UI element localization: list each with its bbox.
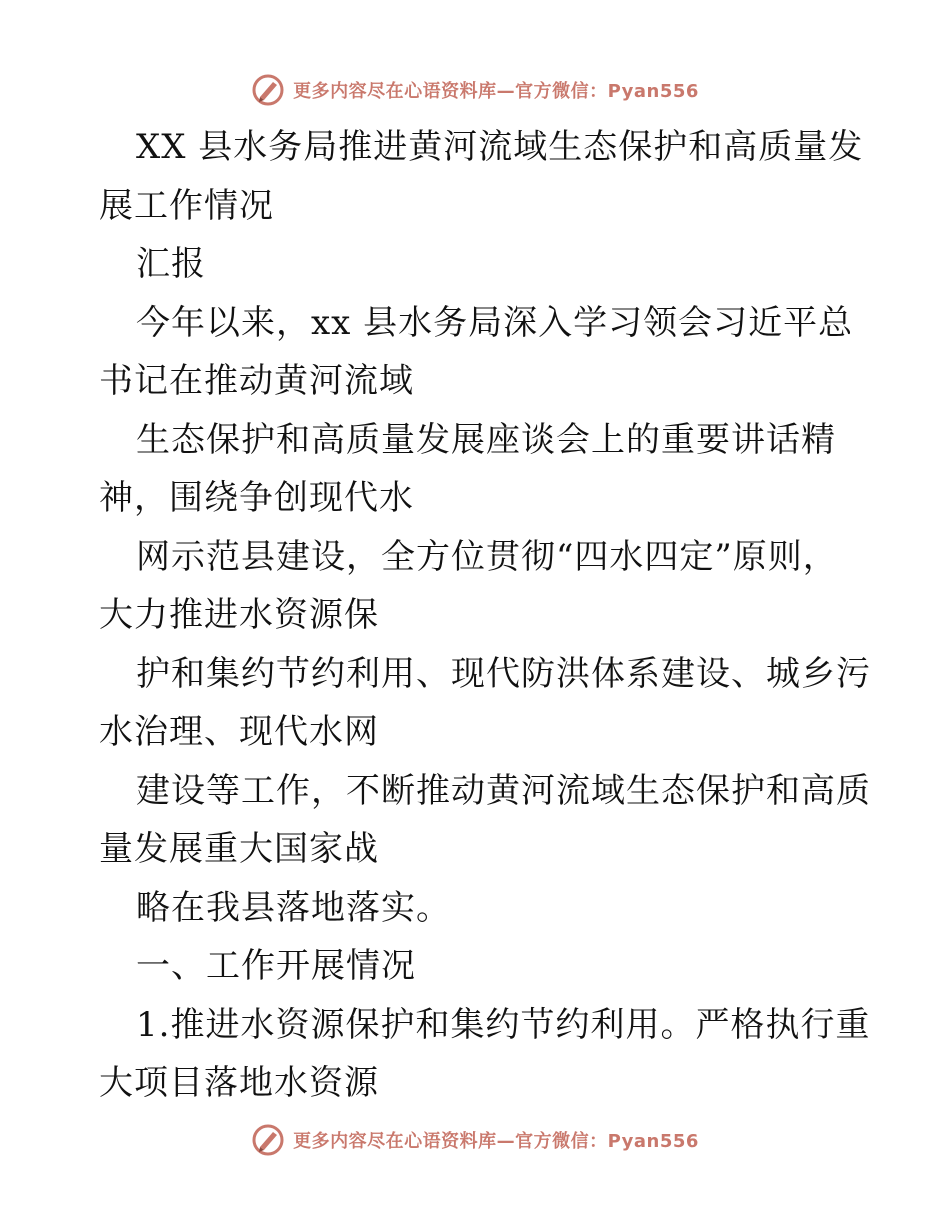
text-line: 建设等工作，不断推动黄河流域生态保护和高质 [136, 770, 871, 811]
header-watermark [0, 70, 950, 110]
brand-logo-icon [251, 1123, 285, 1157]
text-line: 量发展重大国家战 [99, 829, 379, 869]
text-line: 大力推进水资源保 [99, 595, 379, 635]
document-body [99, 118, 871, 1113]
text-line: 书记在推动黄河流域 [99, 361, 414, 401]
text-line: 网示范县建设，全方位贯彻“四水四定”原则， [136, 536, 838, 577]
text-line: 神，围绕争创现代水 [99, 478, 414, 518]
text-line: 水治理、现代水网 [99, 712, 379, 752]
text-line: 汇报 [136, 244, 206, 284]
text-line: 护和集约节约利用、现代防洪体系建设、城乡污 [136, 653, 871, 694]
text-line: 1.推进水资源保护和集约节约利用。严格执行重 [136, 1004, 871, 1045]
footer-watermark [0, 1120, 950, 1160]
text-line: 略在我县落地落实。 [136, 887, 451, 928]
text-line: 展工作情况 [99, 185, 274, 226]
watermark-text: 更多内容尽在心语资料库—官方微信：Pyan556 [293, 1131, 699, 1152]
text-line: 生态保护和高质量发展座谈会上的重要讲话精 [136, 419, 836, 460]
watermark-text: 更多内容尽在心语资料库—官方微信：Pyan556 [293, 81, 699, 102]
text-line: 大项目落地水资源 [99, 1063, 379, 1103]
text-line: 今年以来，xx 县水务局深入学习领会习近平总 [136, 302, 854, 343]
text-line: XX 县水务局推进黄河流域生态保护和高质量发 [136, 127, 864, 167]
text-line: 一、工作开展情况 [136, 946, 416, 986]
brand-logo-icon [251, 73, 285, 107]
